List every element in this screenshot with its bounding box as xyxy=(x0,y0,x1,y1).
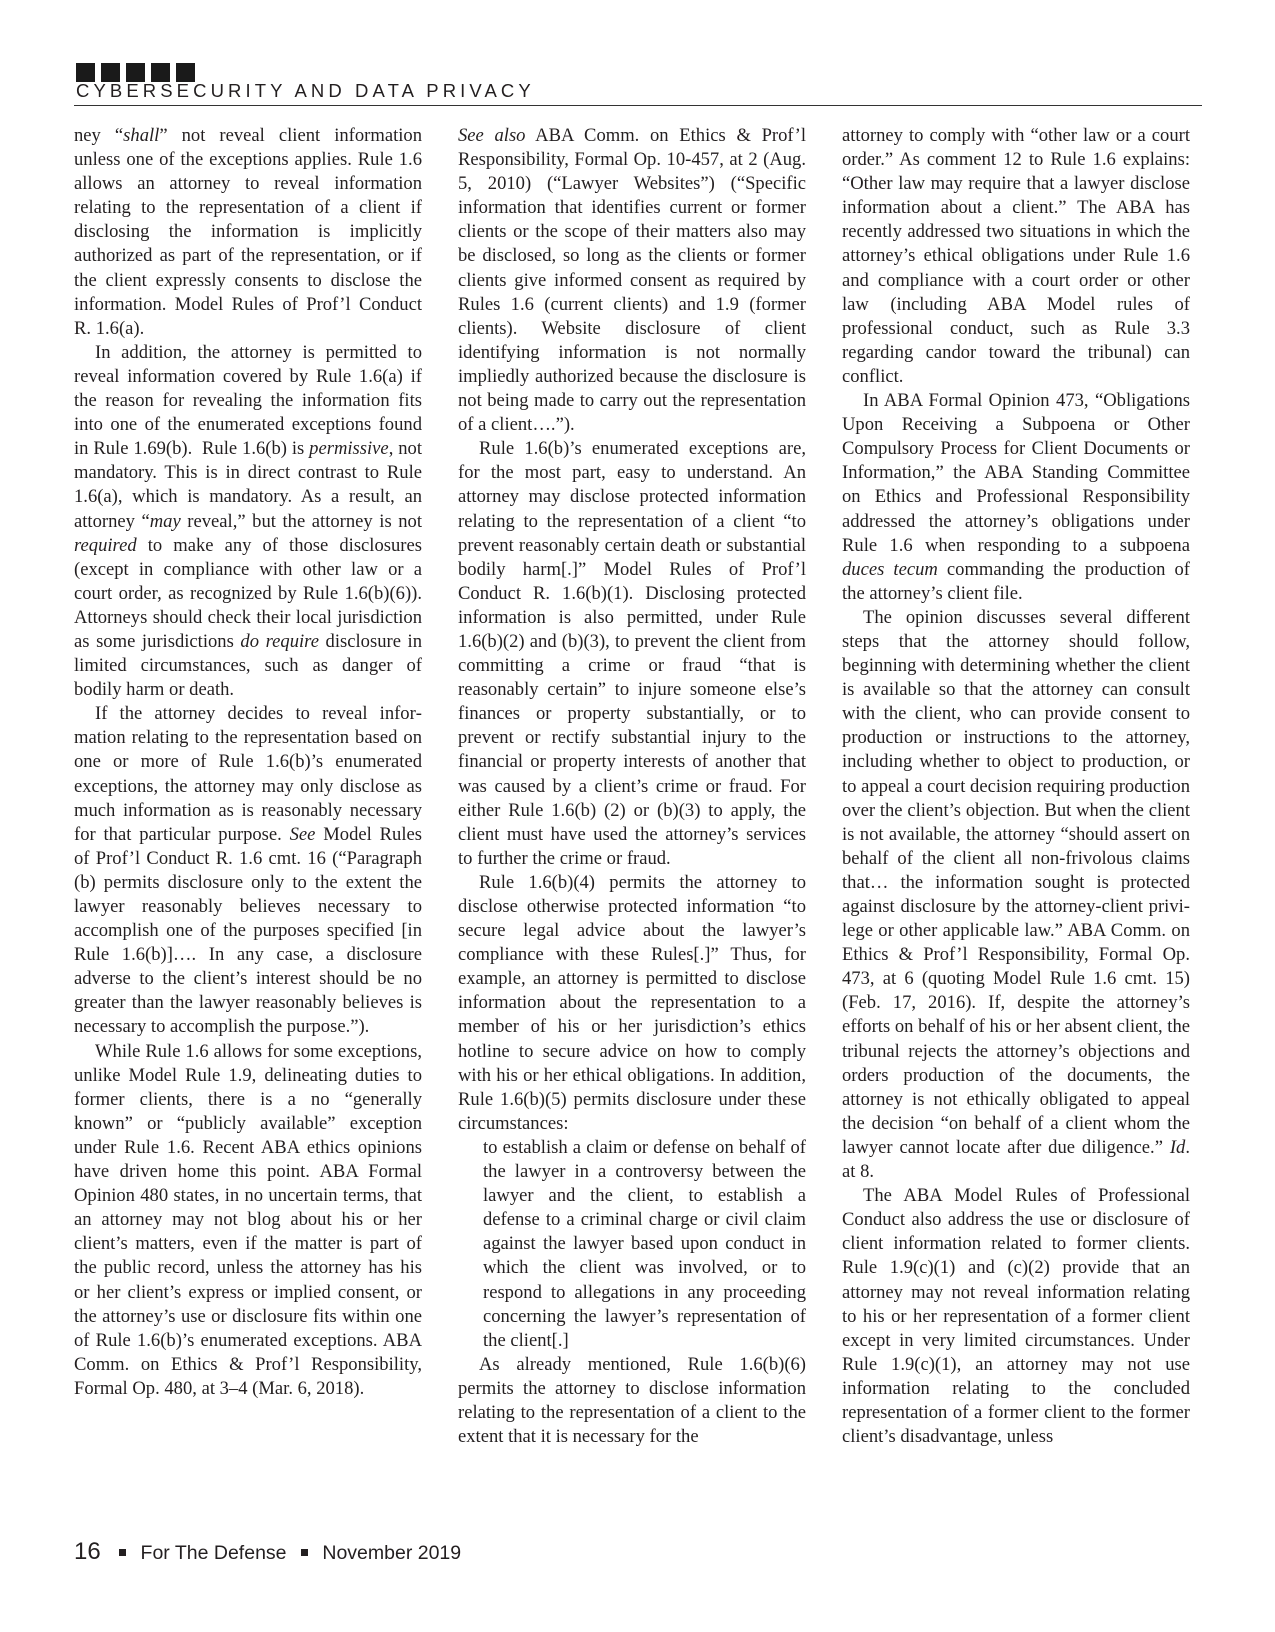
page-footer xyxy=(74,1538,461,1566)
paragraph: As already mentioned, Rule 1.6(b)(6) permits the attorney to disclose information relating to the representation of a client to the extent that it is necessary for the xyxy=(458,1353,806,1448)
paragraph: Rule 1.6(b)(4) permits the attorney to disclose otherwise protected information “to secure legal advice about the lawyer’s compliance with these Rules[.]” Thus, for example, an attorney is permitted to disclose information about the representation to a member of his or her jurisdiction’s ethics hotline to secure advice on how to comply with his or her ethical obligations. In addition, Rule 1.6(b)(5) permits disclosure under these circumstances: xyxy=(458,871,806,1134)
text-column-1 xyxy=(74,124,422,1401)
text-column-3 xyxy=(842,124,1190,1449)
paragraph: See also ABA Comm. on Ethics & Prof’l Responsibility, Formal Op. 10-457, at 2 (Aug. 5, 2010) (“Lawyer Websites”) (“Specific information that identifies current or former clients or the scope of their matters also may be disclosed, so long as the clients or former clients give informed consent as required by Rules 1.6 (current clients) and 1.9 (former clients). Website disclosure of client identifying information is not normally impliedly authorized because the disclosure is not being made to carry out the representation of a client….”). xyxy=(458,125,806,436)
header-divider xyxy=(74,105,1202,106)
issue-date: November 2019 xyxy=(322,1542,462,1564)
paragraph: The opinion discusses several different steps that the attorney should follow, beginning with determining whether the client is available so that the attorney can consult with the client, who can provide consent to production or instructions to the attorney, including whether to object to production, or to appeal a court decision requiring production over the client’s objection. But when the client is not available, the attorney “should assert on behalf of the client all non-frivolous claims that… the information sought is protected against disclosure by the attorney-client privilege or other applicable law.” ABA Comm. on Ethics & Prof’l Responsibility, Formal Op. 473, at 6 (quoting Model Rule 1.6 cmt. 15) (Feb. 17, 2016). If, despite the attorney’s efforts on behalf of his or her absent client, the tribunal rejects the attorney’s objections and orders production of the documents, the attorney is not ethically obligated to appeal the decision “on behalf of a client whom the lawyer cannot locate after due diligence.” Id. at 8. xyxy=(842,606,1191,1183)
paragraph: attorney to comply with “other law or a court order.” As comment 12 to Rule 1.6 explains: “Other law may require that a lawyer disclose information about a client.” The ABA has recently addressed two situations in which the attorney’s ethical obligations under Rule 1.6 and compliance with a court order or other law (including ABA Model rules of professional conduct, such as Rule 3.3 regarding candor toward the tribunal) can conflict. xyxy=(842,125,1190,387)
section-title: CYBERSECURITY AND DATA PRIVACY xyxy=(76,80,535,101)
paragraph: While Rule 1.6 allows for some exceptions, unlike Model Rule 1.9, delineating duties to former clients, there is a no “generally known” or “publicly available” exception under Rule 1.6. Recent ABA ethics opinions have driven home this point. ABA Formal Opinion 480 states, in no uncertain terms, that an attorney may not blog about his or her client’s matters, even if the matter is part of the public record, unless the attorney has his or her client’s express or implied consent, or the attorney’s use or disclosure fits within one of Rule 1.6(b)’s enumerated exceptions. ABA Comm. on Ethics & Prof’l Responsibility, Formal Op. 480, at 3–4 (Mar. 6, 2018). xyxy=(74,1040,422,1399)
paragraph: In addition, the attorney is permitted to reveal information covered by Rule 1.6(a) if the reason for revealing the information fits into one of the enumerated exceptions found in Rule 1.69(b). Rule 1.6(b) is permissive, not mandatory. This is in direct contrast to Rule 1.6(a), which is mandatory. As a result, an attorney “may reveal,” but the attorney is not required to make any of those disclosures (except in compliance with other law or a court order, as recognized by Rule 1.6(b)(6)). Attorneys should check their local jurisdiction as some jurisdictions do require disclosure in limited circumstances, such as danger of bodily harm or death. xyxy=(74,341,423,701)
paragraph: to establish a claim or defense on behalf of the lawyer in a controversy between the lawyer and the client, to establish a defense to a criminal charge or civil claim against the lawyer based upon conduct in which the client was involved, or to respond to allegations in any proceeding concerning the lawyer’s representation of the client[.] xyxy=(483,1136,806,1351)
footer-bullet xyxy=(301,1549,308,1556)
page-number: 16 xyxy=(74,1538,101,1565)
publication-name: For The Defense xyxy=(140,1542,287,1564)
paragraph: ney “shall” not reveal client information unless one of the exceptions applies. Rule 1.6 allows an attorney to reveal information relating to the representation of a client if disclosing the information is implicitly authorized as part of the representation, or if the client expressly consents to disclose the information. Model Rules of Prof’l Conduct R. 1.6(a). xyxy=(74,125,423,339)
footer-bullet xyxy=(119,1549,126,1556)
paragraph: Rule 1.6(b)’s enumerated exceptions are, for the most part, easy to understand. An attorney may disclose protected information relating to the representation of a client “to prevent reasonably certain death or substantial bodily harm[.]” Model Rules of Prof’l Conduct R. 1.6(b)(1). Disclosing protected information is also permitted, under Rule 1.6(b)(2) and (b)(3), to prevent the client from committing a crime or fraud “that is reasonably certain” to injure someone else’s finances or property substantially, or to prevent or rectify substantial injury to the financial or property interests of another that was caused by a client’s crime or fraud. For either Rule 1.6(b) (2) or (b)(3) to apply, the client must have used the attorney’s services to further the crime or fraud. xyxy=(458,438,806,869)
paragraph: In ABA Formal Opinion 473, “Obligations Upon Receiving a Subpoena or Other Compulsory Process for Client Documents or Information,” the ABA Standing Committee on Ethics and Professional Responsibility addressed the attorney’s obligations under Rule 1.6 when responding to a subpoena duces tecum commanding the production of the attorney’s client file. xyxy=(842,390,1191,604)
text-column-2 xyxy=(458,124,806,1449)
paragraph: The ABA Model Rules of Professional Conduct also address the use or disclosure of client information related to former clients. Rule 1.9(c)(1) and (c)(2) provide that an attorney may not reveal information relating to his or her representation of a former client except in very limited circumstances. Under Rule 1.9(c)(1), an attorney may not use information relating to the concluded representation of a former client to the former client’s disadvantage, unless xyxy=(842,1185,1190,1448)
paragraph: If the attorney decides to reveal information relating to the representation based on one or more of Rule 1.6(b)’s enumerated exceptions, the attorney may only disclose as much information as is reasonably necessary for that particular purpose. See Model Rules of Prof’l Conduct R. 1.6 cmt. 16 (“Paragraph (b) permits disclosure only to the extent the lawyer reasonably believes necessary to accomplish one of the purposes specified [in Rule 1.6(b)]…. In any case, a disclosure adverse to the client’s interest should be no greater than the lawyer reasonably believes is necessary to accomplish the purpose.”). xyxy=(74,703,422,1038)
